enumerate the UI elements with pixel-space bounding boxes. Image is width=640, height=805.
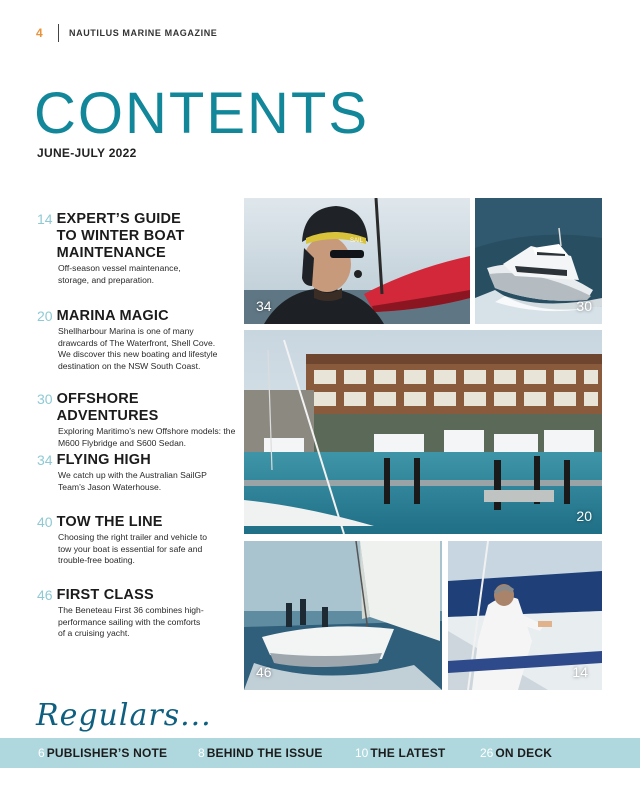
regular-page-number: 10: [355, 746, 369, 760]
entry-description: Off-season vessel maintenance, storage, and preparation.: [58, 263, 181, 285]
entry-title: EXPERT’S GUIDE TO WINTER BOAT MAINTENANCE: [56, 211, 185, 261]
contents-entry[interactable]: [37, 587, 237, 640]
entry-title: TOW THE LINE: [56, 514, 163, 530]
regular-label: THE LATEST: [370, 746, 446, 760]
photo-page-number: 14: [572, 664, 588, 680]
regular-label: PUBLISHER’S NOTE: [46, 746, 168, 760]
magazine-name: NAUTILUS MARINE MAGAZINE: [69, 28, 218, 38]
photo-beneteau-sailing[interactable]: [244, 541, 442, 690]
sailor-photo-illustration: [244, 198, 470, 324]
page-title: CONTENTS: [34, 81, 369, 146]
entry-page-number: 40: [37, 514, 53, 530]
entry-description: Shellharbour Marina is one of many drawcards of The Waterfront, Shell Cove. We discover this new boating and lifestyle destination on the NSW South Coast.: [58, 326, 218, 371]
regular-page-number: 8: [198, 746, 205, 760]
regular-page-number: 26: [480, 746, 494, 760]
entry-description: Exploring Maritimo’s new Offshore models: the M600 Flybridge and S600 Sedan.: [58, 426, 236, 448]
contents-entry[interactable]: [37, 211, 237, 286]
regulars-heading: Regulars...: [36, 698, 212, 733]
contents-entry[interactable]: [37, 391, 237, 449]
entry-page-number: 14: [37, 211, 53, 227]
entry-description: Choosing the right trailer and vehicle to tow your boat is essential for safe and trouble-free boating.: [58, 532, 208, 565]
contents-entry[interactable]: [37, 308, 237, 372]
contents-entry[interactable]: [37, 514, 237, 567]
photo-offshore-yacht[interactable]: [475, 198, 602, 324]
entry-title: FIRST CLASS: [56, 587, 154, 603]
photo-page-number: 34: [256, 298, 272, 314]
regular-item[interactable]: [480, 746, 552, 760]
photo-page-number: 46: [256, 664, 272, 680]
regular-page-number: 6: [38, 746, 45, 760]
helmet-logo: SAIL: [350, 238, 364, 244]
header-divider: [58, 24, 59, 42]
marina-photo-illustration: [244, 330, 602, 534]
regulars-bar: [0, 738, 640, 768]
issue-date: JUNE-JULY 2022: [37, 146, 137, 160]
photo-boat-maintenance[interactable]: [448, 541, 602, 690]
regular-label: BEHIND THE ISSUE: [206, 746, 323, 760]
photo-page-number: 20: [576, 508, 592, 524]
entry-description: We catch up with the Australian SailGP Team’s Jason Waterhouse.: [58, 470, 207, 492]
regular-item[interactable]: [198, 746, 323, 760]
photo-sailgp-sailor[interactable]: [244, 198, 470, 324]
entry-title: FLYING HIGH: [56, 452, 151, 468]
sailing-photo-illustration: [244, 541, 442, 690]
entry-title: MARINA MAGIC: [56, 308, 169, 324]
entry-page-number: 30: [37, 391, 53, 407]
regular-label: ON DECK: [495, 746, 553, 760]
entry-page-number: 34: [37, 452, 53, 468]
entry-page-number: 20: [37, 308, 53, 324]
regular-item[interactable]: [355, 746, 445, 760]
entry-description: The Beneteau First 36 combines high-performance sailing with the comforts of a cruising yacht.: [58, 605, 204, 638]
regular-item[interactable]: [38, 746, 167, 760]
page-number: 4: [36, 26, 43, 40]
photo-shellharbour-marina[interactable]: [244, 330, 602, 534]
entry-title: OFFSHORE ADVENTURES: [56, 391, 159, 424]
entry-page-number: 46: [37, 587, 53, 603]
contents-entry[interactable]: [37, 452, 237, 493]
page-header: [36, 22, 217, 44]
photo-page-number: 30: [576, 298, 592, 314]
